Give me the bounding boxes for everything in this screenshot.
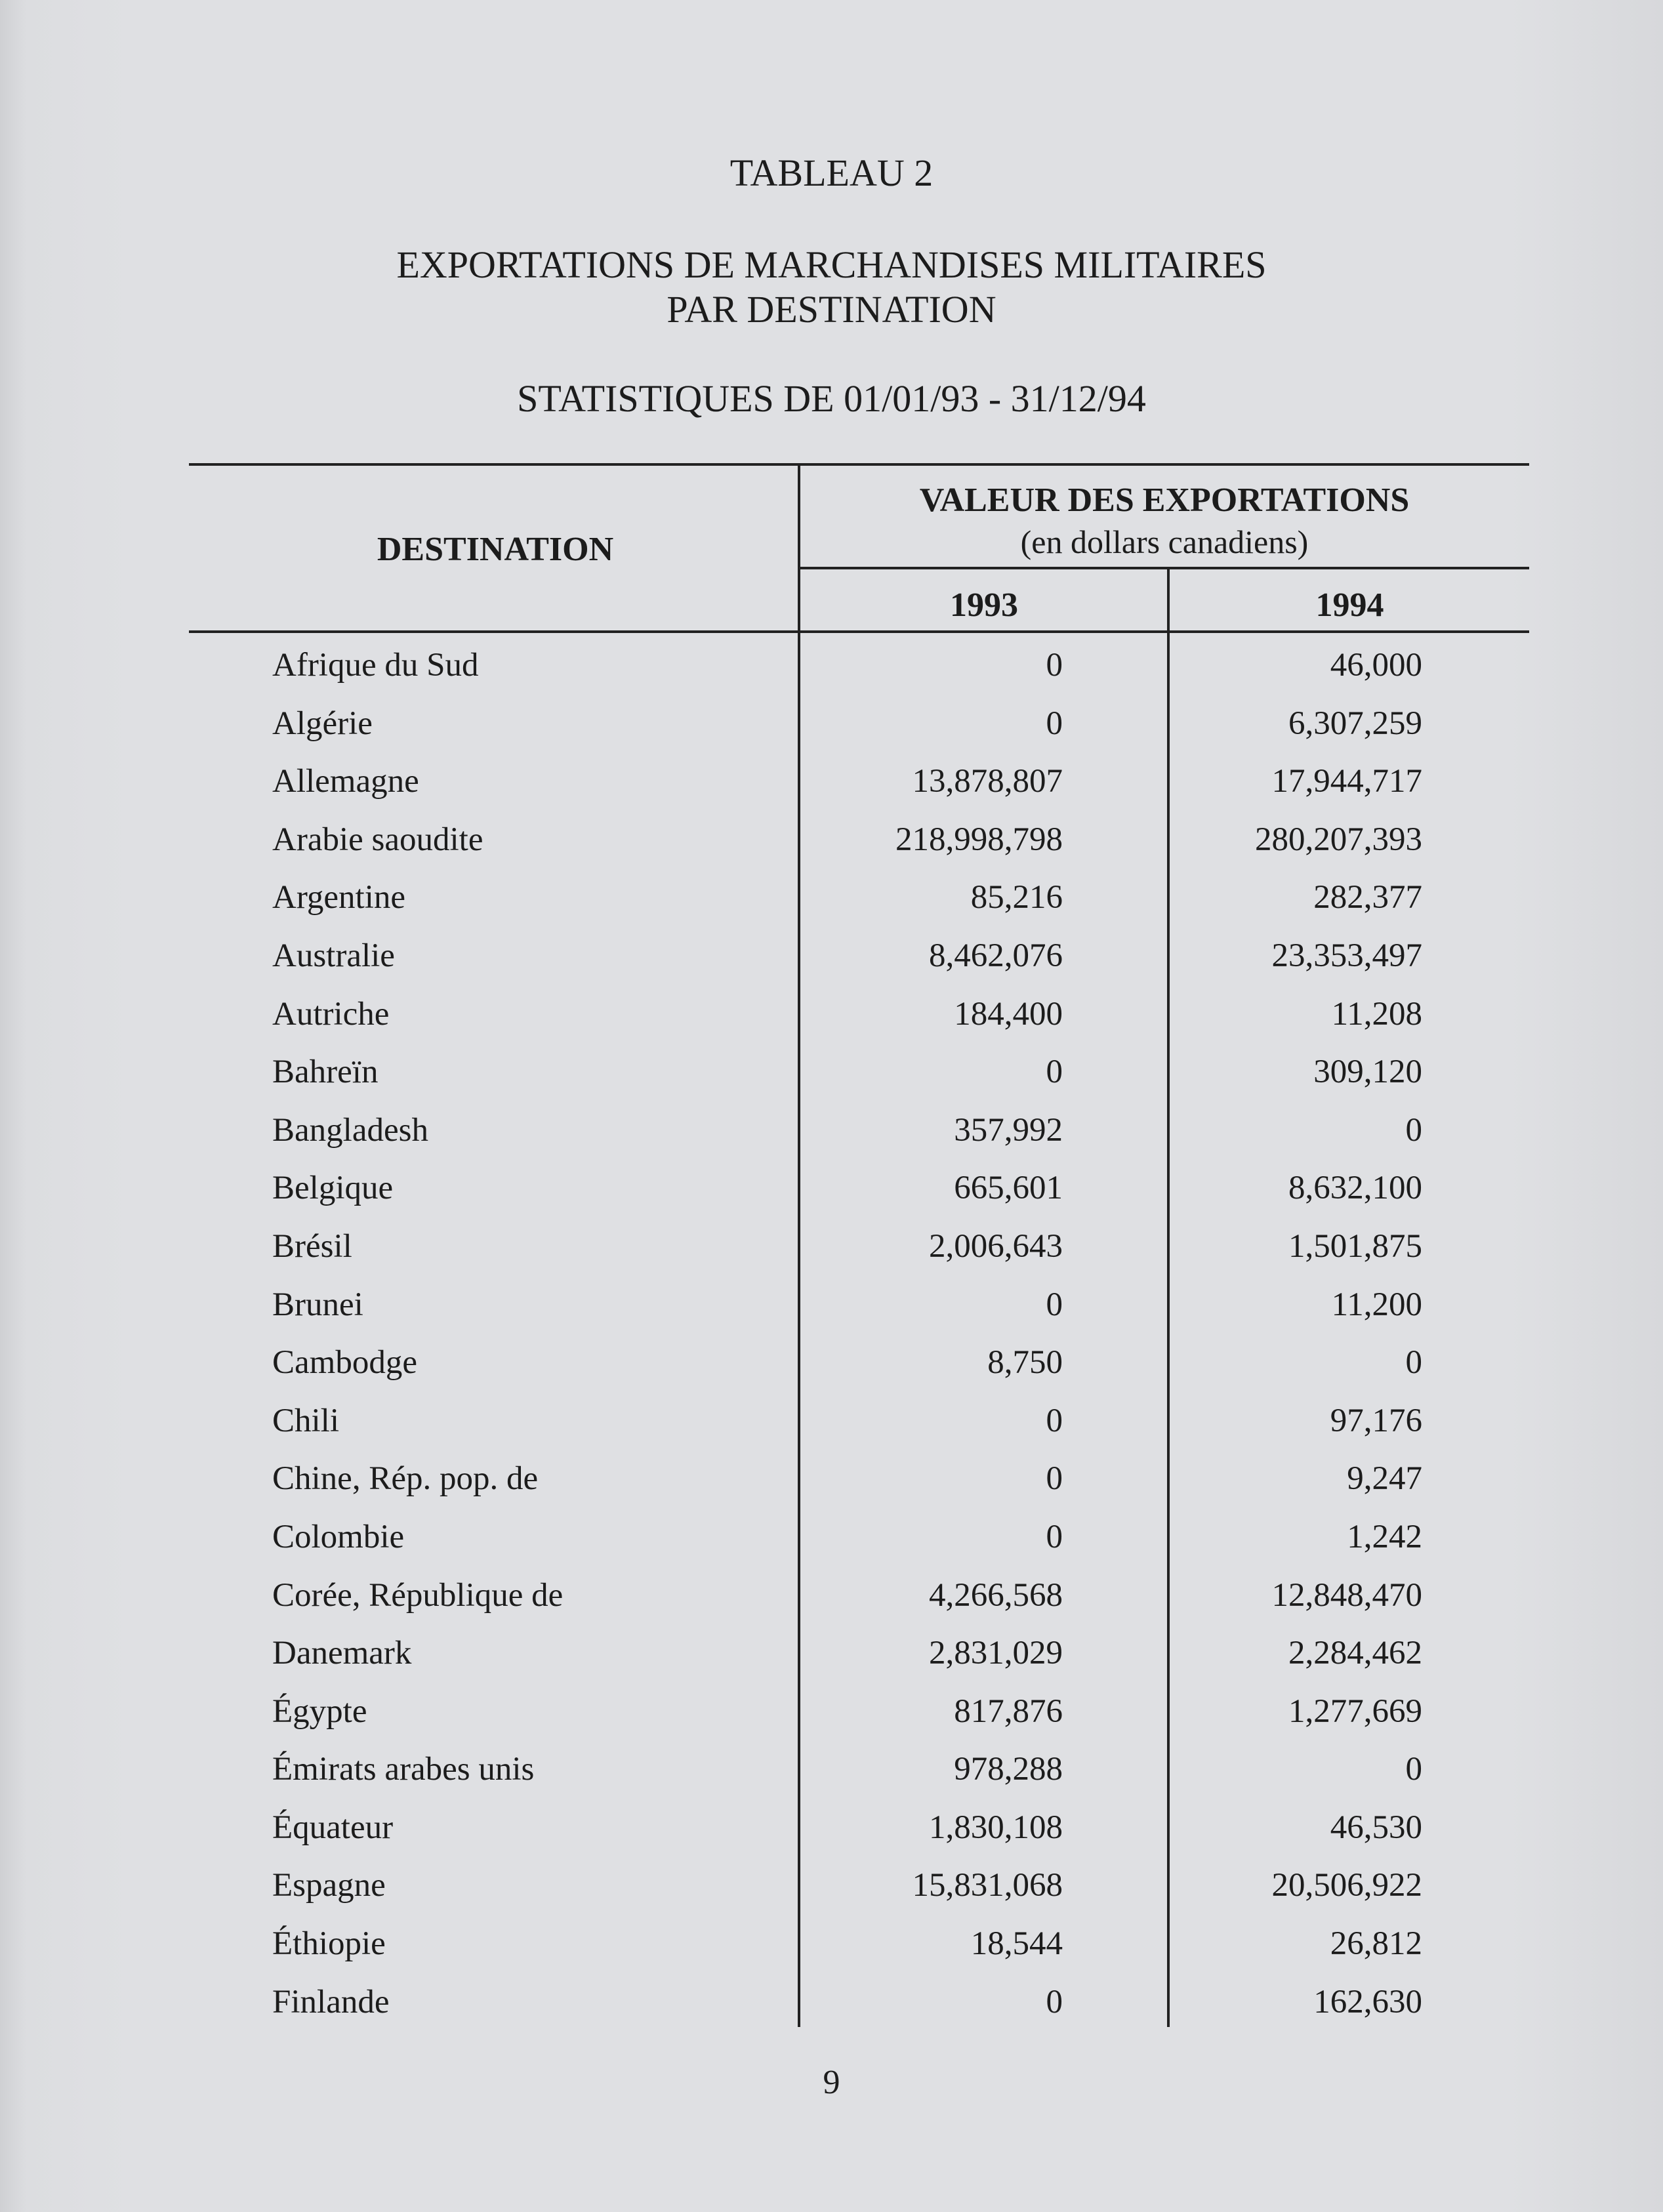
value-1993-cell: 0 [1046,1402,1063,1439]
table-row [0,937,1663,995]
destination-cell: Égypte [272,1692,367,1730]
destination-cell: Allemagne [272,763,419,800]
destination-header: DESTINATION [377,531,614,568]
destination-cell: Argentine [272,879,406,916]
table-row [0,705,1663,763]
statistics-period: STATISTIQUES DE 01/01/93 - 31/12/94 [517,377,1146,420]
destination-cell: Autriche [272,995,390,1033]
header-bottom-rule [189,630,1529,633]
table-row [0,1111,1663,1170]
destination-cell: Australie [272,937,395,974]
value-1994-cell: 2,284,462 [1288,1635,1422,1672]
value-1993-cell: 0 [1046,647,1063,684]
destination-cell: Chine, Rép. pop. de [272,1460,539,1498]
value-1994-cell: 8,632,100 [1288,1170,1422,1207]
destination-cell: Corée, République de [272,1576,564,1614]
table-row [0,1286,1663,1344]
destination-cell: Émirats arabes unis [272,1751,535,1788]
value-1993-cell: 18,544 [970,1925,1063,1963]
destination-cell: Cambodge [272,1344,417,1382]
value-1993-cell: 13,878,807 [912,763,1063,800]
value-1993-cell: 357,992 [954,1111,1063,1149]
value-1993-cell: 0 [1046,1286,1063,1323]
value-1993-cell: 2,831,029 [929,1635,1063,1672]
destination-cell: Danemark [272,1635,412,1672]
value-1993-cell: 8,750 [987,1344,1063,1382]
table-top-rule [189,463,1529,466]
destination-cell: Afrique du Sud [272,647,479,684]
table-row [0,1925,1663,1983]
value-1993-cell: 8,462,076 [929,937,1063,974]
value-1993-cell: 0 [1046,1983,1063,2020]
destination-cell: Colombie [272,1518,405,1555]
table-row [0,1809,1663,1867]
value-1994-cell: 0 [1405,1111,1422,1149]
table-row [0,1343,1663,1402]
value-1994-cell: 1,501,875 [1288,1227,1422,1265]
value-1994-cell: 0 [1405,1751,1422,1788]
value-1993-cell: 665,601 [954,1170,1063,1207]
table-row [0,1053,1663,1111]
value-1994-cell: 46,530 [1330,1809,1422,1846]
value-1993-cell: 0 [1046,1518,1063,1555]
destination-cell: Équateur [272,1809,394,1846]
table-row [0,1983,1663,2041]
value-1994-cell: 1,242 [1347,1518,1422,1555]
value-1993-cell: 0 [1046,1460,1063,1498]
value-1994-cell: 20,506,922 [1271,1867,1422,1904]
value-header-rule [799,567,1529,569]
destination-cell: Arabie saoudite [272,821,483,858]
value-1994-cell: 9,247 [1347,1460,1422,1498]
year-1993-header: 1993 [950,586,1018,624]
table-label: TABLEAU 2 [729,152,934,194]
value-1994-cell: 11,208 [1331,995,1422,1033]
value-1994-cell: 0 [1405,1344,1422,1382]
value-1994-cell: 26,812 [1330,1925,1422,1963]
table-row [0,1518,1663,1576]
value-1994-cell: 6,307,259 [1288,705,1422,742]
table-row [0,1634,1663,1692]
value-1993-cell: 978,288 [954,1751,1063,1788]
table-row [0,1460,1663,1518]
page-number: 9 [823,2064,840,2101]
destination-cell: Chili [272,1402,340,1439]
value-header: VALEUR DES EXPORTATIONS [919,481,1410,519]
value-1994-cell: 1,277,669 [1288,1692,1422,1730]
value-1994-cell: 97,176 [1330,1402,1422,1439]
destination-cell: Brunei [272,1286,363,1323]
destination-cell: Bangladesh [272,1111,428,1149]
table-row [0,646,1663,705]
title-line-2: PAR DESTINATION [667,288,996,331]
value-1993-cell: 0 [1046,1054,1063,1091]
value-1993-cell: 15,831,068 [912,1867,1063,1904]
table-row [0,1692,1663,1751]
destination-cell: Finlande [272,1983,390,2020]
year-1994-header: 1994 [1315,586,1384,624]
value-1994-cell: 23,353,497 [1271,937,1422,974]
value-1993-cell: 184,400 [954,995,1063,1033]
table-row [0,878,1663,937]
value-1994-cell: 46,000 [1330,647,1422,684]
table-row [0,762,1663,821]
value-1994-cell: 17,944,717 [1271,763,1422,800]
value-1994-cell: 282,377 [1313,879,1422,916]
value-1994-cell: 12,848,470 [1271,1576,1422,1614]
destination-cell: Espagne [272,1867,386,1904]
table-row [0,1227,1663,1286]
table-row [0,1402,1663,1460]
value-1993-cell: 85,216 [970,879,1063,916]
value-1993-cell: 218,998,798 [895,821,1063,858]
table-row [0,1576,1663,1635]
value-1993-cell: 817,876 [954,1692,1063,1730]
value-1994-cell: 11,200 [1331,1286,1422,1323]
destination-cell: Éthiopie [272,1925,386,1963]
value-1993-cell: 0 [1046,705,1063,742]
table-row [0,995,1663,1054]
value-1993-cell: 1,830,108 [929,1809,1063,1846]
value-1993-cell: 2,006,643 [929,1227,1063,1265]
table-body [0,646,1663,2041]
table-row [0,1169,1663,1227]
table-row [0,821,1663,879]
destination-cell: Brésil [272,1227,352,1265]
title-line-1: EXPORTATIONS DE MARCHANDISES MILITAIRES [396,243,1267,286]
table-row [0,1866,1663,1925]
destination-cell: Bahreïn [272,1054,379,1091]
table-row [0,1750,1663,1809]
unit-header: (en dollars canadiens) [1020,523,1309,560]
value-1993-cell: 4,266,568 [929,1576,1063,1614]
value-1994-cell: 162,630 [1313,1983,1422,2020]
destination-cell: Algérie [272,705,373,742]
value-1994-cell: 309,120 [1313,1054,1422,1091]
value-1994-cell: 280,207,393 [1255,821,1422,858]
destination-cell: Belgique [272,1170,394,1207]
